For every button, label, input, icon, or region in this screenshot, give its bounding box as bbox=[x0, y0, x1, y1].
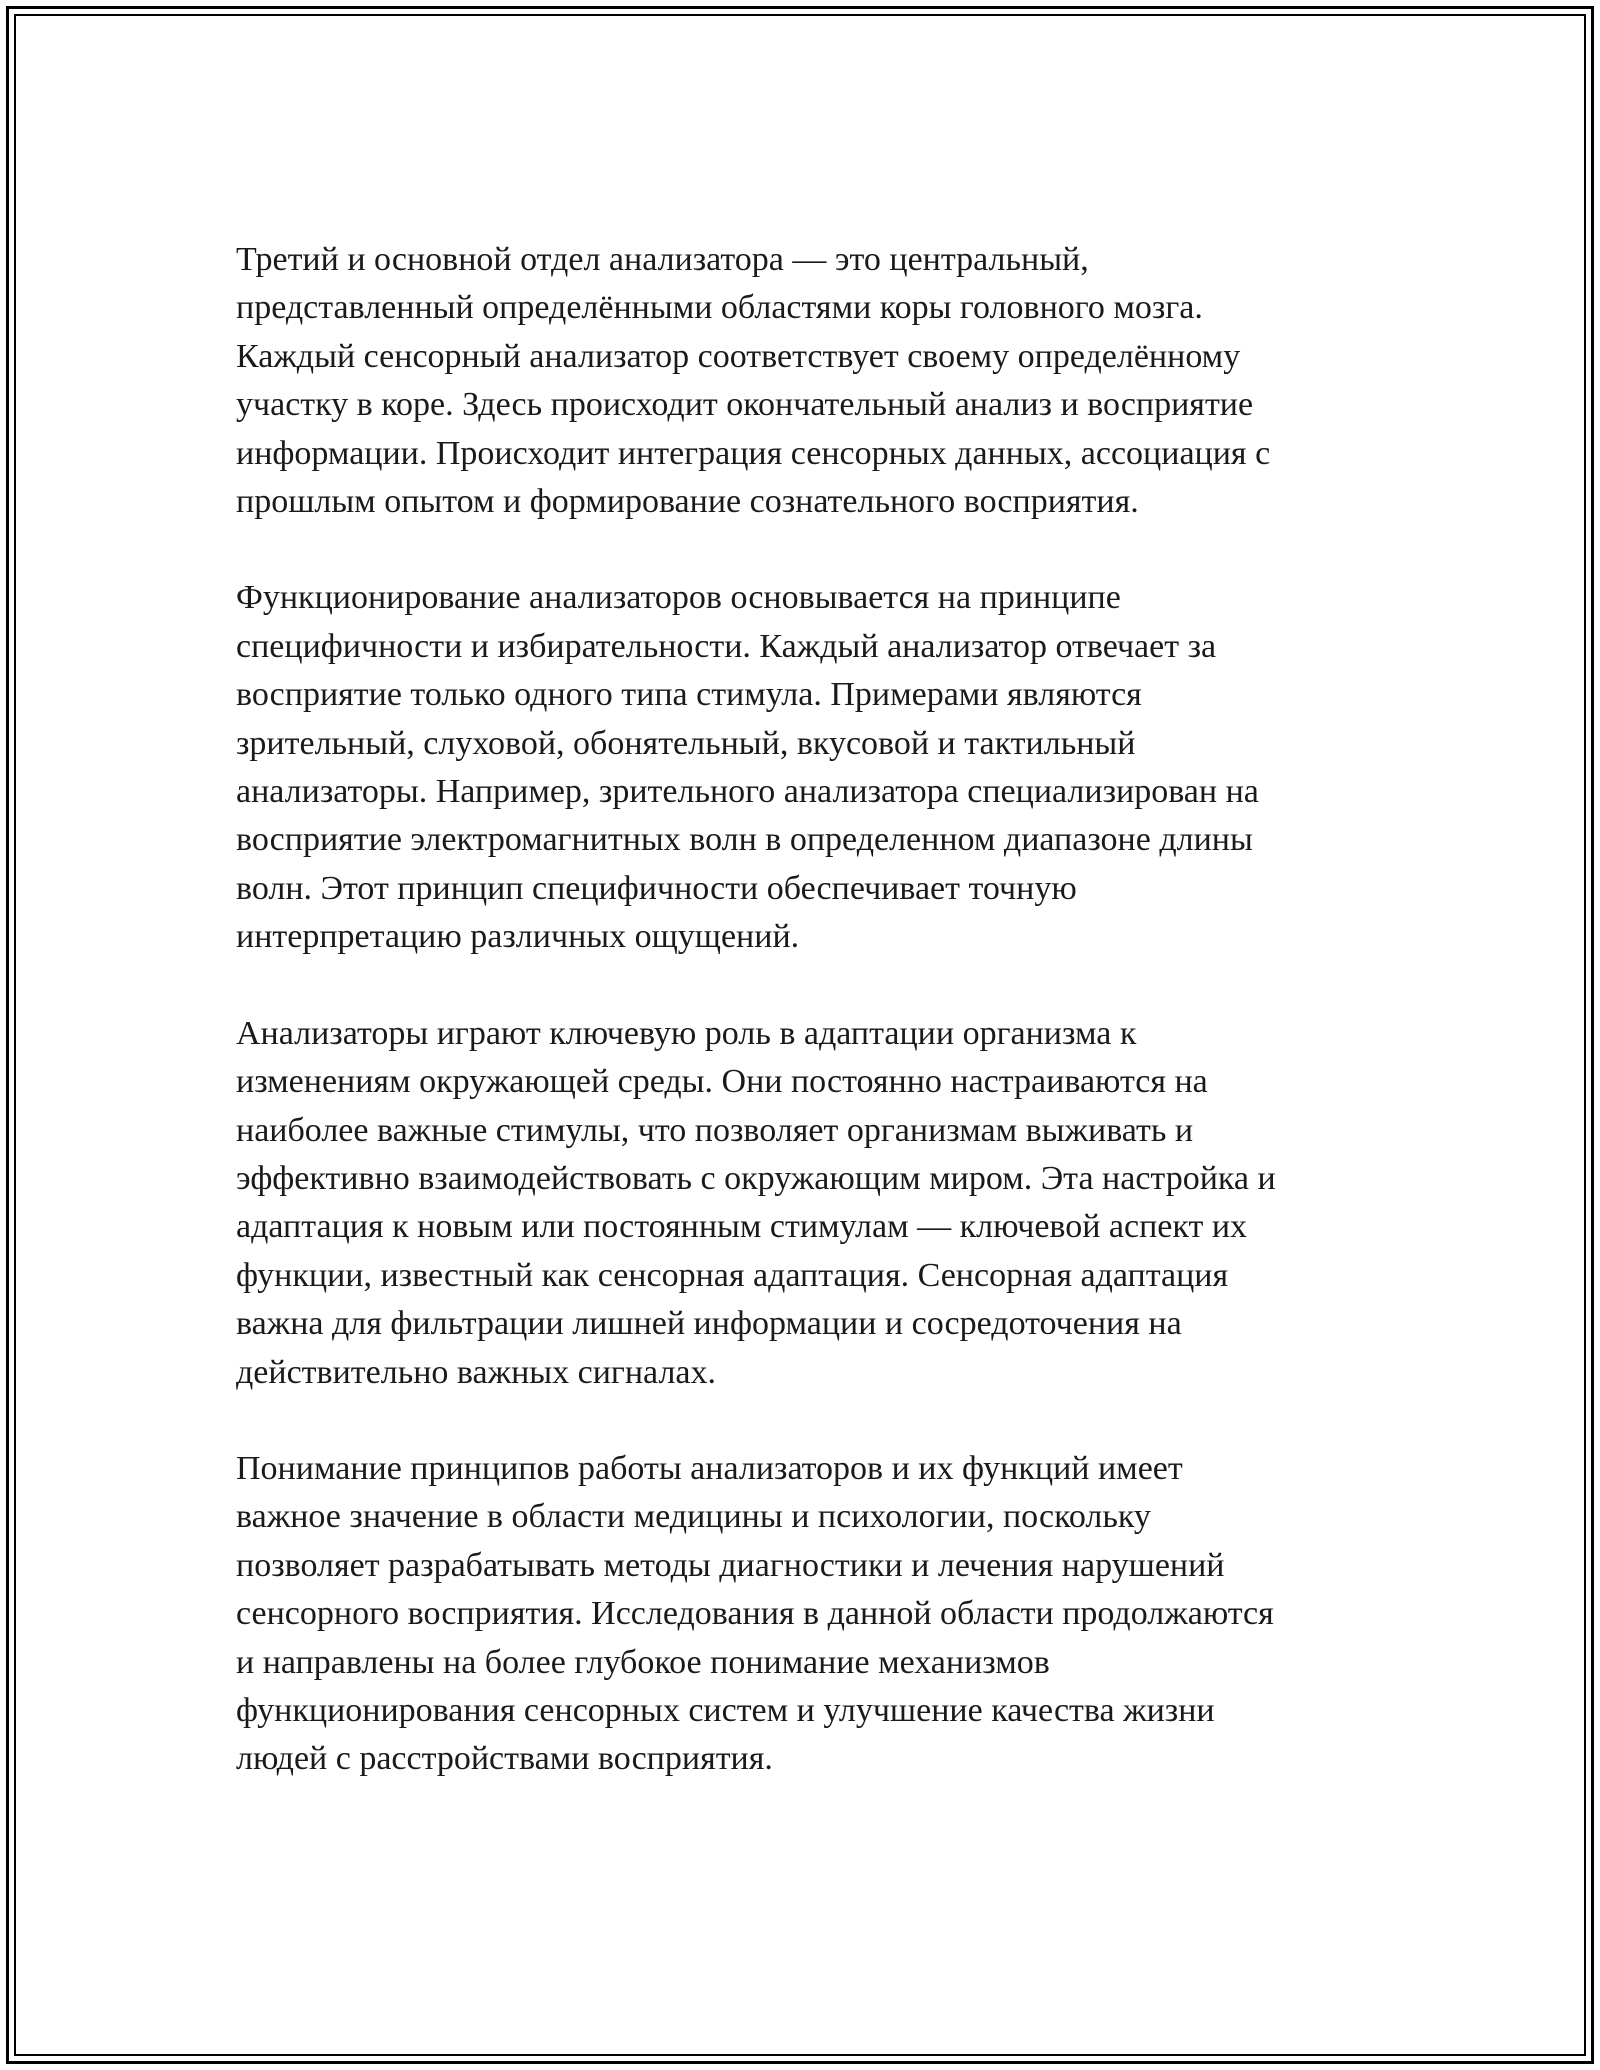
text-line: Понимание принципов работы анализаторов и их функций имеет bbox=[236, 1449, 1183, 1487]
paragraph-central-analyzer bbox=[236, 236, 1366, 526]
text-line: важное значение в области медицины и психологии, поскольку bbox=[236, 1498, 1151, 1536]
paragraph-adaptation bbox=[236, 1010, 1366, 1397]
text-line: восприятие электромагнитных волн в определенном диапазоне длины bbox=[236, 821, 1253, 859]
text-line: представленный определёнными областями коры головного мозга. bbox=[236, 289, 1203, 327]
text-line: людей с расстройствами восприятия. bbox=[236, 1740, 773, 1778]
text-line: Функционирование анализаторов основывается на принципе bbox=[236, 579, 1121, 617]
paragraph-significance bbox=[236, 1445, 1366, 1784]
text-line: зрительный, слуховой, обонятельный, вкусовой и тактильный bbox=[236, 724, 1136, 762]
text-line: изменениям окружающей среды. Они постоянно настраиваются на bbox=[236, 1063, 1208, 1101]
text-line: информации. Происходит интеграция сенсорных данных, ассоциация с bbox=[236, 434, 1271, 472]
text-line: восприятие только одного типа стимула. Примерами являются bbox=[236, 676, 1142, 714]
text-line: наиболее важные стимулы, что позволяет организмам выживать и bbox=[236, 1111, 1194, 1149]
paragraph-specificity bbox=[236, 574, 1366, 961]
text-line: и направлены на более глубокое понимание механизмов bbox=[236, 1643, 1050, 1681]
text-line: волн. Этот принцип специфичности обеспечивает точную bbox=[236, 869, 1077, 907]
text-line: Каждый сенсорный анализатор соответствует своему определённому bbox=[236, 337, 1241, 375]
text-line: функции, известный как сенсорная адаптация. Сенсорная адаптация bbox=[236, 1256, 1229, 1294]
text-line: интерпретацию различных ощущений. bbox=[236, 918, 800, 956]
text-line: важна для фильтрации лишней информации и сосредоточения на bbox=[236, 1305, 1182, 1343]
text-line: специфичности и избирательности. Каждый анализатор отвечает за bbox=[236, 627, 1217, 665]
text-line: Анализаторы играют ключевую роль в адаптации организма к bbox=[236, 1014, 1137, 1052]
text-line: сенсорного восприятия. Исследования в данной области продолжаются bbox=[236, 1595, 1274, 1633]
text-line: адаптация к новым или постоянным стимулам — ключевой аспект их bbox=[236, 1208, 1248, 1246]
text-line: Третий и основной отдел анализатора — это центральный, bbox=[236, 241, 1089, 278]
text-line: анализаторы. Например, зрительного анализатора специализирован на bbox=[236, 773, 1259, 811]
text-line: позволяет разрабатывать методы диагностики и лечения нарушений bbox=[236, 1546, 1225, 1584]
text-line: участку в коре. Здесь происходит окончательный анализ и восприятие bbox=[236, 386, 1254, 424]
document-body bbox=[236, 236, 1366, 1832]
text-line: функционирования сенсорных систем и улучшение качества жизни bbox=[236, 1691, 1215, 1729]
text-line: эффективно взаимодействовать с окружающим миром. Эта настройка и bbox=[236, 1159, 1276, 1197]
text-line: прошлым опытом и формирование сознательного восприятия. bbox=[236, 483, 1139, 521]
text-line: действительно важных сигналах. bbox=[236, 1353, 717, 1391]
